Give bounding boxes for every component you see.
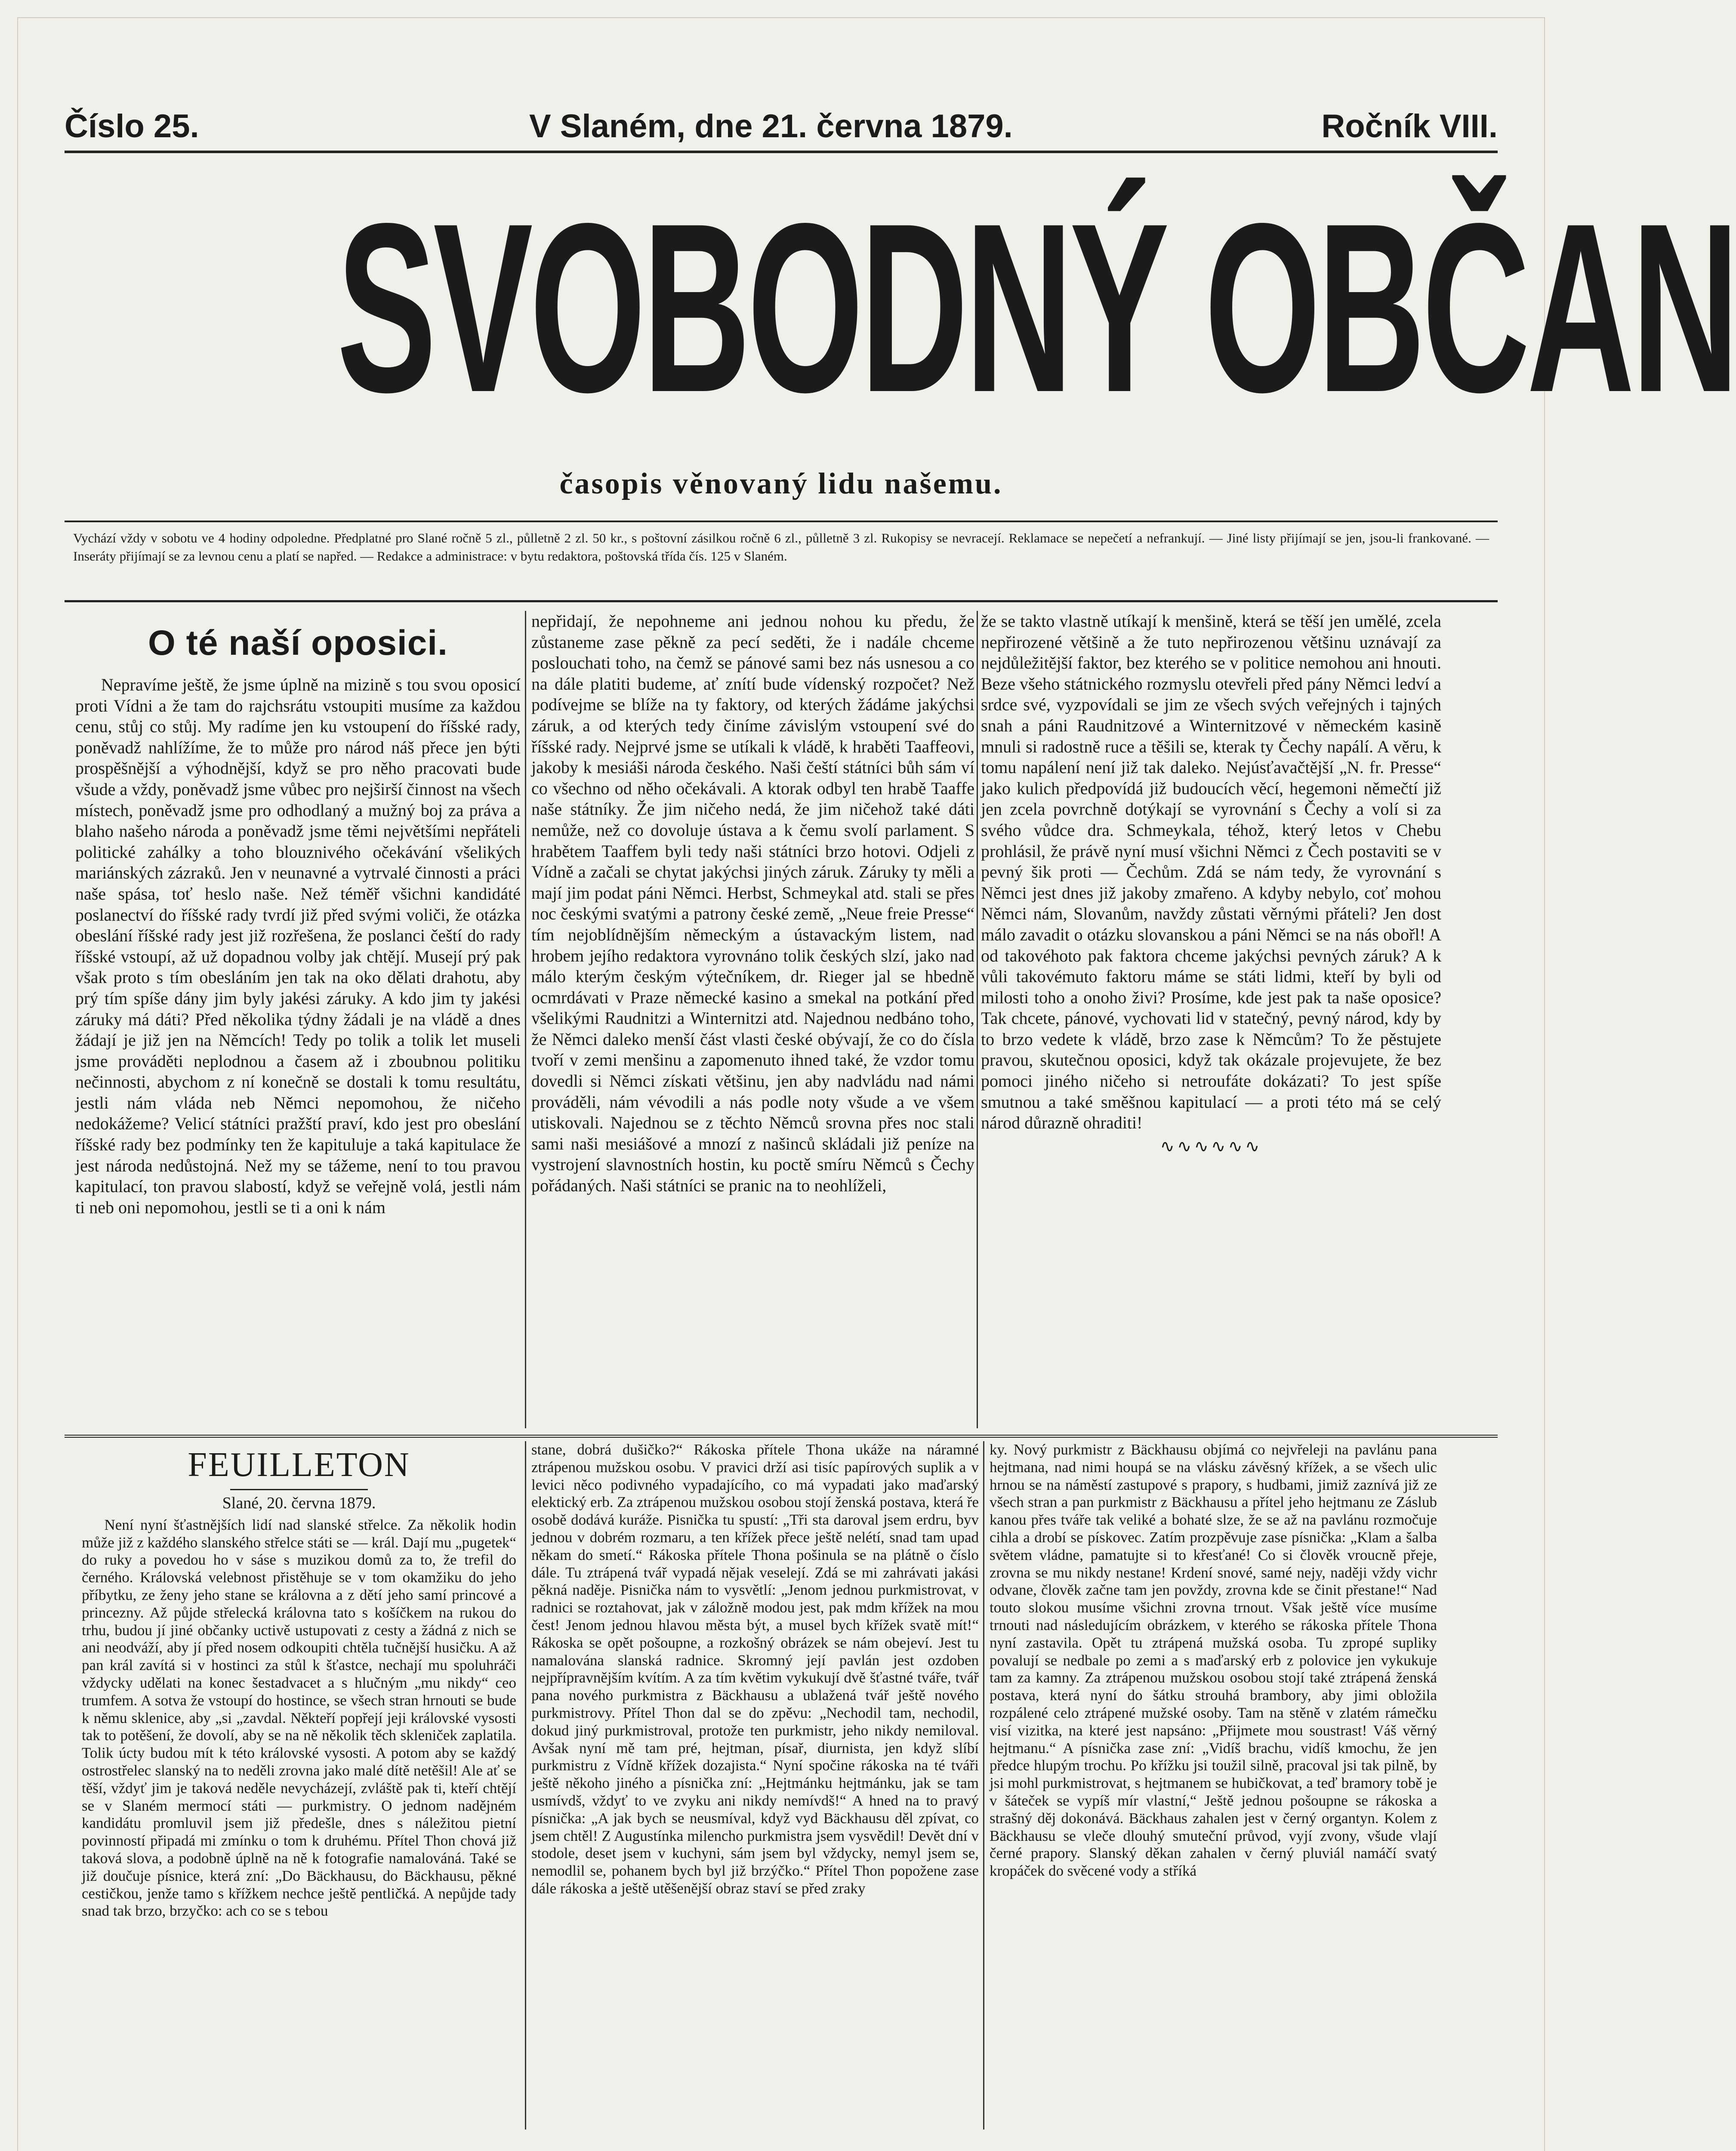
article-column-2: [531, 611, 974, 1196]
column-divider: [983, 1441, 984, 2129]
feuilleton-paragraph: stane, dobrá dušičko?“ Rákoska přítele Thona ukáže na náramné ztrápenou mužskou osobu. V pravici drží asi tisíc papírových suplik a v levici něco podivného vypadajícího, co má vypadati jako maďarský elektický erb. Za ztrápenou mužskou osobou stojí ženská postava, která ře osobě dodává kuráže. Pisnička tu spustí: „Tři sta daroval jsem erdru, byv jednou v dobrém rozmaru, a ten křížek přece ještě nelétí, snad tam upad někam do smetí.“ Rákoska přítele Thona pošinula se na plátně o číslo dále. Tu ztrápená tvář vypadá nějak veselejí. Zdá se mi zahrávati jakási pěkná naděje. Pisnička nám to vysvětlí: „Jenom jednou purkmistrovat, v radnici se roztahovat, jak v záložně modou jest, pak mdm křížek na mou čest! Jenom jednou hlavou města být, a musel bych křížek svatě mít!“ Rákoska se opět pošoupne, a rozkošný obrázek se nám obejeví. Jest tu namalována slanská radnice. Skromný její pavlán jest ozdoben nejpřípravnějším kvítím. A za tím květim vykukují dvě šťastné tváře, tvář pana nového purkmistra z Bäckhausu a ublažená tvář ještě nového purkmistrovy. Přítel Thon dal se do zpěvu: „Nechodil tam, nechodil, dokud jiný purkmistroval, protože ten purkmistr, jeho nikdy nemiloval. Avšak nyní mě tam pré, hejtman, písař, diurnista, jen když slíbí purkmistru z Vídně křížek dozajista.“ Nyní spočine rákoska na té tváři ještě někoho jiného a písnička zní: „Hejtmánku hejtmánku, jak se tam usmívdš, vždyť to ve zvyku ani nikdy nemívdš!“ A hned na to pravý písnička: „A jak bych se neusmíval, když vyd Bäckhausu děl zpívat, co jsem chtěl! Z Augustínka milencho purkmistra jsem vysvědil! Devět dní v stodole, deset jsem v kuchyni, sám jsem byl vždycky, nemyl jsem se, nemodlil se, pohanem bych byl již brzýčko.“ Přítel Thon popožene zase dále rákoska a ještě utěšenější obraz staví se před zraky: [531, 1441, 979, 1897]
feuilleton-column-1: [82, 1441, 516, 1920]
subscription-info: Vychází vždy v sobotu ve 4 hodiny odpoledne. Předplatné pro Slané ročně 5 zl., půlletně 2 zl. 50 kr., s poštovní zásilkou ročně 6 zl., půlletně 3 zl. Rukopisy se nevracejí. Reklamace se nepečetí a nefrankují. — Jiné listy přijímají se jen, jsou-li frankované. — Inseráty přijímají se za levnou cenu a platí se napřed. — Redakce a administrace: v bytu redaktora, poštovská třída čís. 125 v Slaném.: [73, 530, 1489, 564]
info-rule-bottom: [65, 600, 1498, 602]
feuilleton-paragraph: ky. Nový purkmistr z Bäckhausu objímá co nejvřeleji na pavlánu pana hejtmana, nad nimi houpá se na vlásku závěsný křížek, a se všech ulic hrnou se na náměstí zastupové s prapory, s hudbami, jimiž zaznívá již ze všech stran a pan purkmistr z Bäckhausu a přítel jeho hejtmanu ze Záslub kanou přes tváře tak veliké a bohaté slze, že se až na pavlánu rozmočuje cihla a drobí se pískovec. Zatím prozpěvuje zase písnička: „Klam a šalba světem vládne, pamatujte si to křesťané! Co si člověk vroucně přeje, zrovna se mu nikdy nestane! Krdení snové, samé nejy, naději vždy vichr odvane, člověk začne tam jen povždy, zrovna kde se činit přestane!“ Nad touto slokou musíme všichni zrovna trnout. Však ještě více musíme trnouti nad následujícím obrázkem, v kterého se rákoska přítele Thona nyní zastavila. Opět tu ztrápená mužská osoba. Tu zpropé supliky povalují se nedbale po zemi a s maďarský erb z polovice jen vykukuje tam za kamny. Za ztrápenou mužskou osobou stojí také ztrápená ženská postava, která nyní do šátku strouhá brambory, aby jimi obložila rozpálené celo ztrápené mužské osoby. Tam na stěně v zlatém rámečku visí vizitka, na které jest napsáno: „Přijmete mou soustrast! Váš věrný hejtmanu.“ A písnička zase zní: „Vidíš brachu, vidíš kmochu, že jen předce hlupým trochu. Po křížku jsi toužil silně, pracoval jsi tak pilně, by jsi mohl purkmistrovat, s hejtmanem se hubičkovat, a teď bramory tobě je v šáteček se vypíš mír vlastní,“ Ještě jednou pošoupne se rákoska a strašný děj dokonává. Bäckhaus zahalen jest v černý organtyn. Kolem z Bäckhausu se vleče dlouhý smuteční průvod, vyjí zvony, všude vlají černé prapory. Slanský děkan zahalen v černý pluviál namáčí svatý kropáček do svěcené vody a stříká: [990, 1441, 1437, 1880]
feuilleton-title-rule: [230, 1489, 368, 1490]
column-divider: [525, 611, 526, 1428]
article-column-3: [981, 611, 1441, 1159]
newspaper-title: SVOBODNÝ OBČAN: [336, 173, 1736, 442]
newspaper-subtitle: časopis věnovaný lidu našemu.: [559, 467, 1003, 500]
feuilleton-date: Slané, 20. června 1879.: [222, 1494, 376, 1512]
article-column-1: [75, 611, 521, 1218]
feuilleton-column-2: [531, 1441, 979, 1898]
article-title: O té naší oposici.: [148, 623, 448, 663]
column-divider: [525, 1441, 526, 2129]
ornament-divider: ∿∿∿∿∿∿: [1160, 1136, 1262, 1156]
feuilleton-rule: [65, 1435, 1498, 1438]
article-paragraph: Nepravíme ještě, že jsme úplně na mizině s tou svou oposicí proti Vídni a že tam do rajchsrátu vstoupiti musíme za každou cenu, stůj co stůj. My radíme jen ku vstoupení do říšské rady, poněvadž nahlížíme, že to může pro národ náš přece jen býti prospěšnější a výhodnější, když se pro něho pracovati bude všude a vždy, poněvadž jsme vůbec pro nejširší činnost na všech místech, poněvadž jsme pro odhodlaný a mužný boj za práva a blaho našeho národa a poněvadž jsme těmi největšími nepřáteli politické zahálky a toho blouznivého očekávání všelikých mariánských zázraků. Jen v neunavné a vytrvalé činnosti a práci naše spása, toť heslo naše. Než téměř všichni kandidáté poslanectví do říšské rady tvrdí již před svými voliči, že otázka obeslání říšské rady jest již rozřešena, že poslanci čeští do rady říšské vstoupí, až už dopadnou volby jak chtějí. Musejí prý pak však proto s tím obesláním jen tak na oko dělati drahotu, aby prý tím spíše dány jim byly jakési záruky. A kdo jim ty jakési záruky má dáti? Před několika týdny žádali je na vládě a dnes žádají je již jen na Němcích! Tedy po tolik a tolik let museli jsme prováděti neplodnou a časem až i zboubnou politiku nečinnosti, abychom z ní konečně se dostali k tomu resultátu, jestli nám vláda neb Němci nepomohou, že ničeho nedokážeme? Velicí státníci pražští praví, kdo jest pro obeslání říšské rady bez podmínky ten že kapituluje a taká kapitulace že jest národa nedůstojná. Než my se tážeme, není to tou pravou kapitulací, ton pravou slabostí, když se veřejně volá, jestli nám ti neb oni nepomohou, jestli se ti a oni k nám: [75, 675, 521, 1217]
feuilleton-paragraph: Není nyní šťastnějších lidí nad slanské střelce. Za několik hodin může již z každého slanského střelce státi se — král. Dají mu „pugetek“ do ruky a povedou ho v sáse s muzikou domů za to, že trefil do černého. Královská velebnost přistěhuje se v tom okamžiku do jeho příbytku, ze ženy jeho stane se královna a z dětí jeho samí princové a princezny. Až půjde střelecká královna tato s košíčkem na rukou do trhu, budou jí jiné občanky uctivě ustupovati z cesty a žádná z nich se ani neodváží, aby jí před nosem odkoupiti chtěla tučnější husičku. A až pan král zavítá si v hostinci za stůl k šťastce, nechají mu spoluhráči vždycky udělati na konec šestadvacet a s hlučným „mu nikdy“ ceo trumfem. A sotva že vstoupí do hostince, se všech stran hrnouti se bude k němu sklenice, aby „si „zavdal. Někteří popřejí jeji královské vysosti tak to potěšení, že dovolí, aby se na ně několik těch skleniček zaplatila. Tolik úcty budou mít k této královské vysosti. A potom aby se každý ostrostřelec slanský na to neděli zrovna jako malé dítě netěšil! Ale ať se těší, vždyť jim je taková neděle nevycházejí, zvláště pak ti, kteří chtějí se v Slaném mermocí státi — purkmistry. O jednom nadějném kandidátu promluvil jsem již předešle, dnes s náležitou pietní povinností připadá mi zmínku o tom k druhému. Přítel Thon chová již taková slova, a podobně úplně na ně k fotografie namalováná. Také se již doučuje písnice, která zní: „Do Bäckhausu, do Bäckhausu, pěkné cestičkou, jenže tamo s křížkem nechce ještě pentličká. A nepůjde tady snad tak brzo, brzyčko: ach co se s tebou: [82, 1516, 516, 1920]
info-rule-top: [65, 521, 1498, 522]
masthead-rule: [65, 151, 1498, 153]
masthead: [65, 108, 1498, 155]
article-paragraph: nepřidají, že nepohneme ani jednou nohou ku předu, že zůstaneme zase pěkně za pecí seděti, že i nadále chceme poslouchati toho, na čemž se pánové sami bez nás usnesou a co na dále platiti budeme, ať znítí bude vídenský rozpočet? Než podívejme se blíže na ty faktory, od kterých žádáme jakýchsi záruk, a od kterých tedy činíme závislým vstoupení své do říšské rady. Nejprvé jsme se utíkali k vládě, k hraběti Taaffeovi, jakoby k mesiáši národa českého. Naši čeští státníci bůh sám ví co všechno od něho očekávali. A ktorak odbyl ten hrabě Taaffe naše státníky. Že jim ničeho nedá, že jim ničehož také dáti nemůže, než co dovoluje ústava a k čemu svolí parlament. S hrabětem Taaffem byli tedy naši státníci brzo hotovi. Odjeli z Vídně a začali se chytat jakýchsi jiných záruk. Záruky ty měli a mají jim podat páni Němci. Herbst, Schmeykal atd. stali se přes noc českými svatými a patrony české země, „Neue freie Presse“ tím nejoblídnějším německým a ústavackým listem, nad hrobem jejího redaktora vyrovnáno tolik českých slzí, jako nad málo kterým českým výtečníkem, dr. Rieger jal se hbedně ocmrdávati v Praze německé kasino a smekal na potkání před všelikými Raudnitzi a Winternitzi atd. Najednou nedbáno toho, že Němci daleko menší část vlasti české obývají, že co do čísla tvoří v zemi menšinu a zapomenuto ihned také, že vzdor tomu dovedli si Němci získati většinu, jen aby nadvládu nad námi prováděli, nám vévodili a nás podle noty všude a ve všem utiskovali. Najednou se z těchto Němců srovna přes noc stali sami naši mesiášové a mnozí z našinců skládali již peníze na vystrojení slavnostních hostin, ku poctě smíru Němců s Čechy pořádaných. Naši státníci se pranic na to neohlíželi,: [531, 611, 974, 1196]
column-divider: [977, 611, 978, 1428]
feuilleton-title: FEUILLETON: [188, 1446, 410, 1484]
place-date: V Slaném, dne 21. června 1879.: [529, 108, 1013, 145]
article-paragraph: že se takto vlastně utíkají k menšině, která se těší jen umělé, zcela nepřirozené většině a že tuto nepřirozenou většinu uznávají za nejdůležitější faktor, bez kterého se v politice nemohou ani hnouti. Beze všeho státnického rozmyslu otevřeli před pány Němci ledví a srdce své, vyzpovídali se jim ze všech svých veřejných i tajných snah a páni Raudnitzové a Winternitzové v německém kasině mnuli si radostně ruce a těšili se, kterak ty Čechy napálí. A věru, k tomu napálení není již tak daleko. Nejúsťavačtější „N. fr. Presse“ jako kulich předpovídá již budoucích věcí, hegemoni němečtí již jen zcela povrchně dotýkají se vyrovnání s Čechy a volí si za svého vůdce dra. Schmeykala, téhož, který letos v Chebu prohlásil, že právě nyní musí všichni Němci z Čech postaviti se v pevný šik proti — Čechům. Zdá se nám tedy, že vyrovnání s Němci jest dnes již jakoby zmařeno. A kdyby nebylo, coť mohou Němci nám, Slovanům, navždy zůstati věrnými přáteli? Jen dost málo zavadit o otázku slovanskou a páni Němci se na nás obořl! A od takovéhoto pak faktora chceme jakýchsi pevných záruk? A k vůli takovémuto faktoru máme se státi lidmi, kteří by byli od milosti toho a onoho živi? Prosíme, kde jest pak ta naše oposice? Tak chcete, pánové, vychovati lid v statečný, pevný národ, kdy by to brzo vedete k vládě, brzo zase k Němcům? To že pěstujete pravou, skutečnou oposici, když tak okázale projevujete, že bez pomoci jiného ničeho si netroufáte dokázati? To jest spíše smutnou a také směšnou kapitulací — a proti této má se celý národ důrazně ohraditi!: [981, 611, 1441, 1133]
volume-number: Ročník VIII.: [1321, 108, 1498, 145]
issue-number: Číslo 25.: [65, 108, 199, 145]
feuilleton-column-3: [990, 1441, 1437, 1880]
